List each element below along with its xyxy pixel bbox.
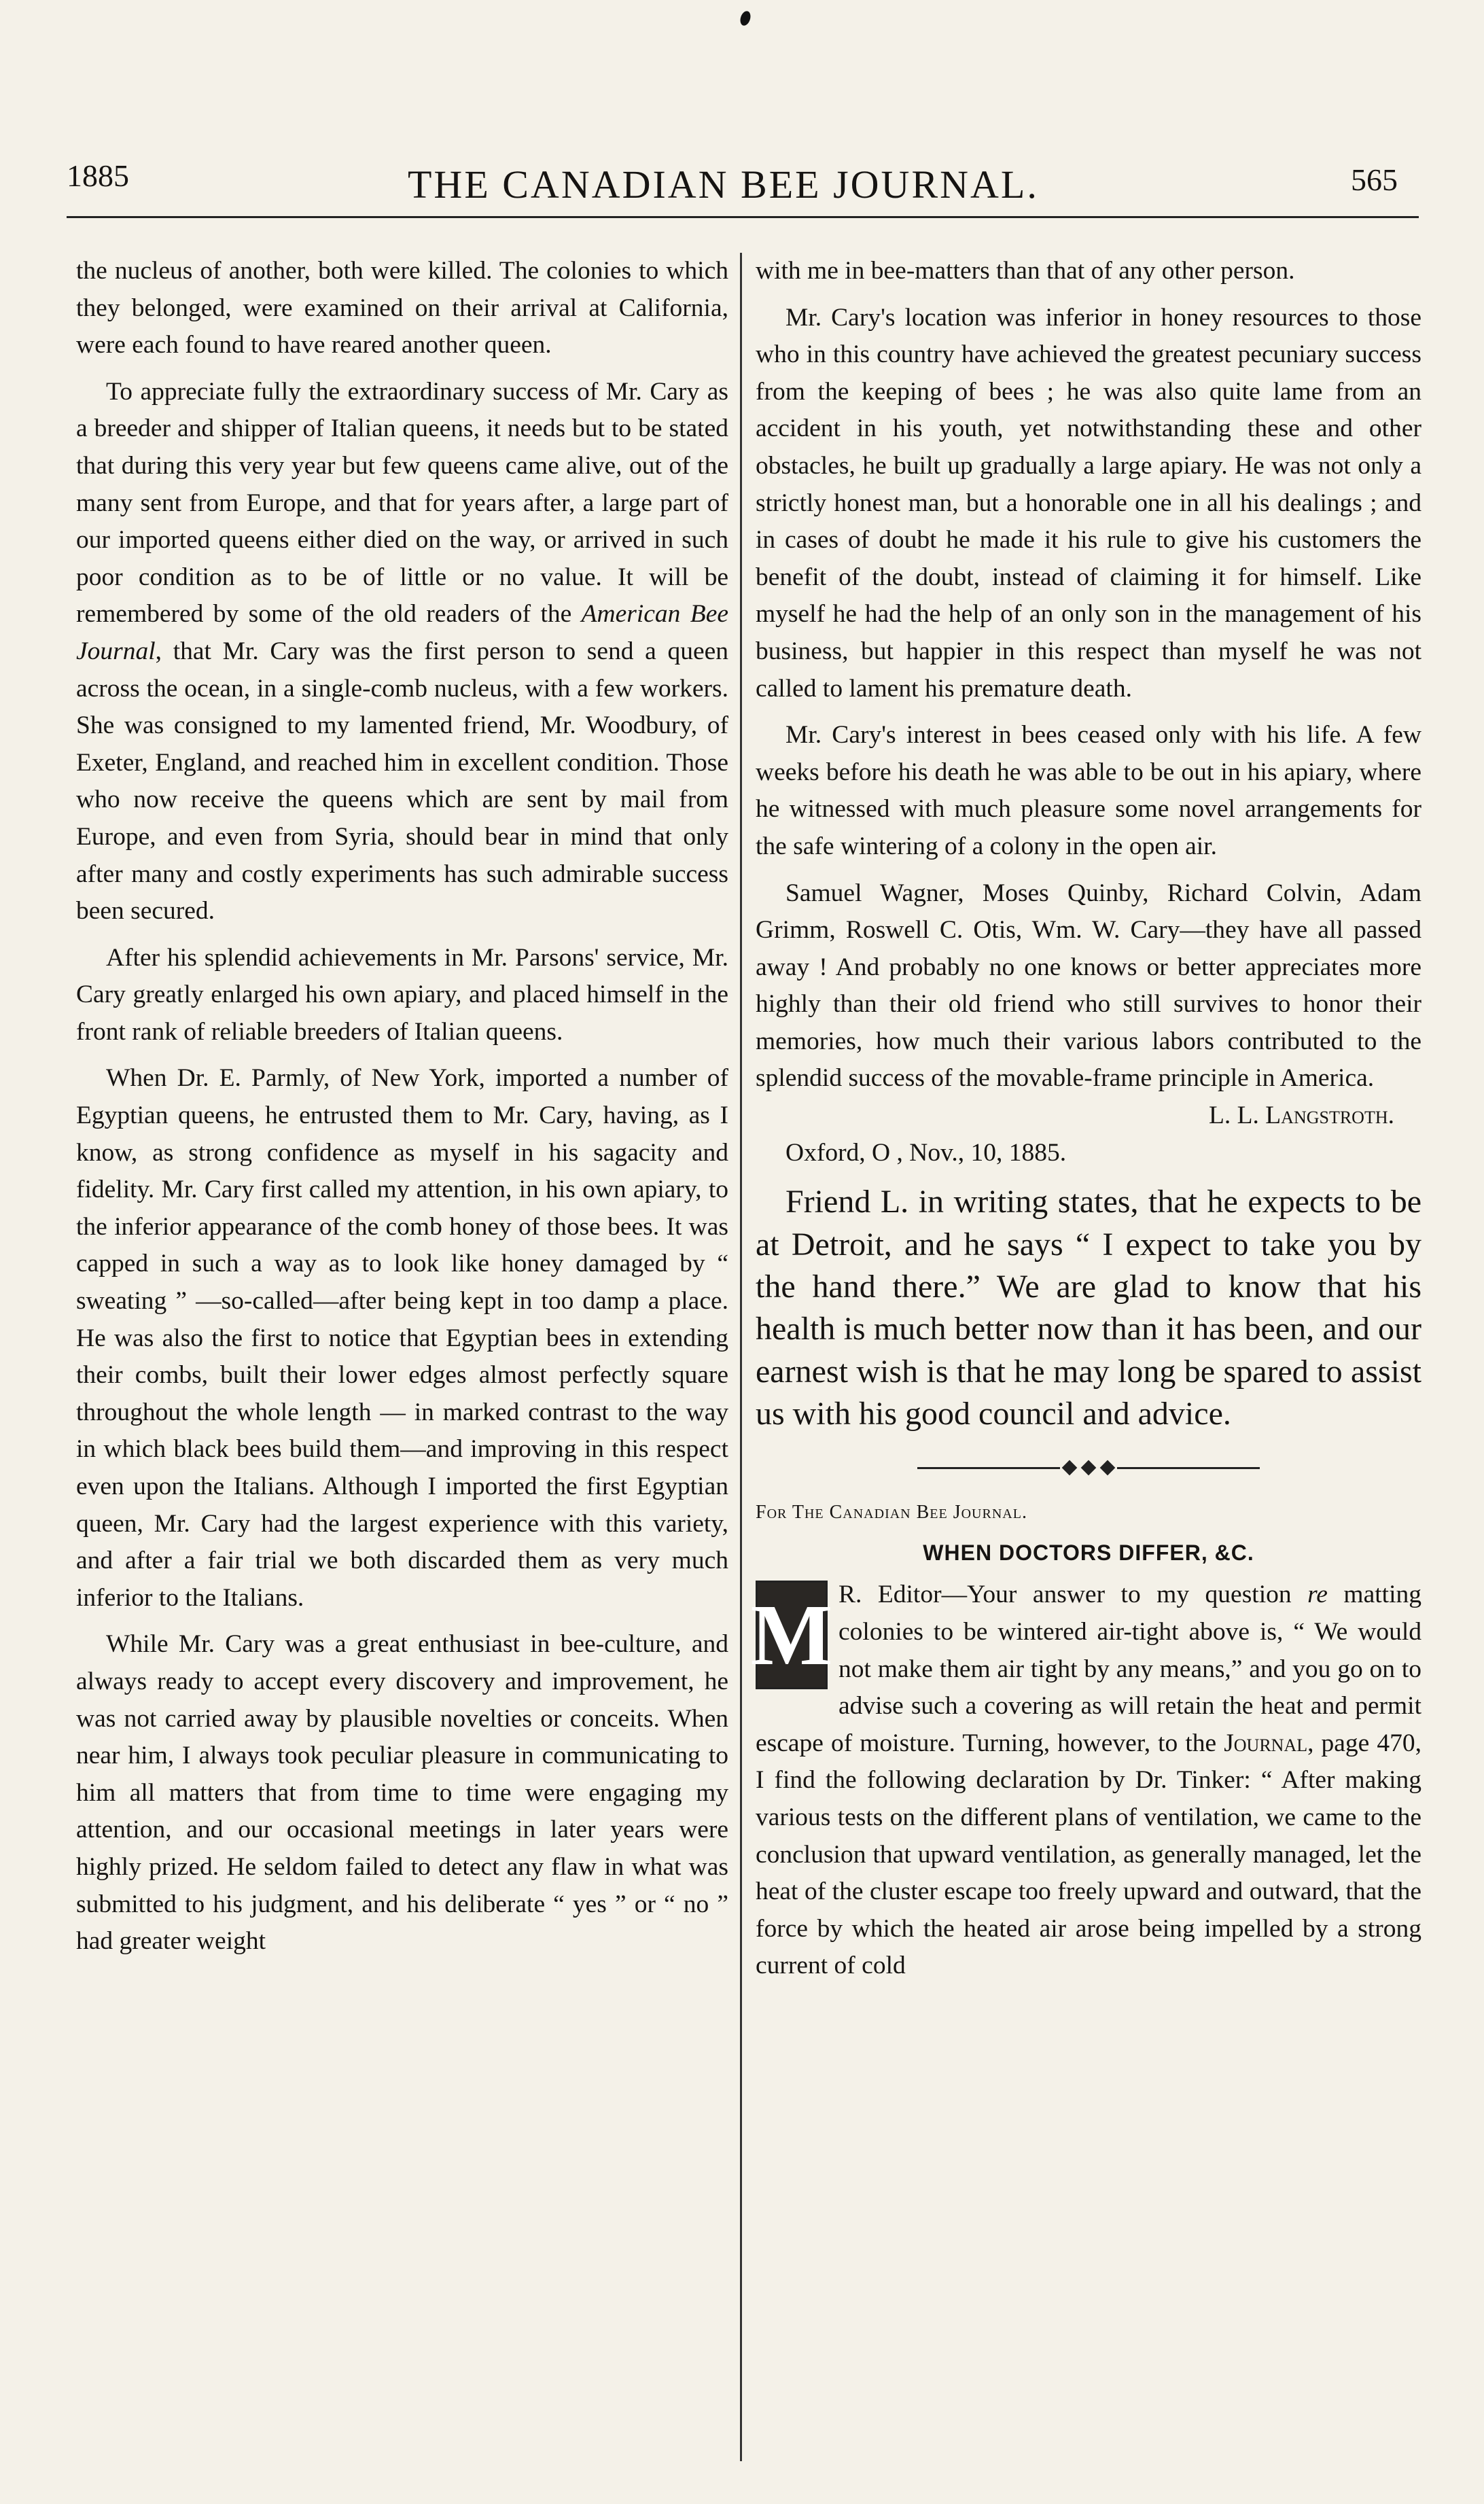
paragraph — [76, 374, 728, 930]
column-divider — [740, 253, 742, 2461]
right-column — [750, 253, 1421, 1985]
header-rule — [67, 216, 1419, 218]
article-paragraph — [750, 1576, 1421, 1985]
page-number: 565 — [1351, 162, 1398, 197]
paragraph: Samuel Wagner, Moses Quinby, Richard Colvin, Adam Grimm, Roswell C. Otis, Wm. W. Cary—they have all passed away ! And probably no one knows or better appreciates more highly than their old friend who still survives to honor their memories, how much their various labors contributed to the splendid success of the movable-frame principle in America. — [756, 879, 1421, 1093]
article-heading: WHEN DOCTORS DIFFER, &C. — [923, 1540, 1254, 1565]
paragraph: Mr. Cary's interest in bees ceased only with his life. A few weeks before his death he was able to be out in his apiary, where he witnessed with much pleasure some novel arrangements for the safe wintering of a colony in the open air. — [756, 721, 1421, 860]
author-signature: L. L. Langstroth. — [1208, 1101, 1394, 1130]
paragraph: When Dr. E. Parmly, of New York, imported a number of Egyptian queens, he entrusted them to Mr. Cary, having, as I know, as strong confidence as myself in his sagacity and fidelity. Mr. Cary first called my attention, in his own apiary, to the inferior appearance of the comb honey of those bees. It was capped in such a way as to look like honey damaged by “ sweating ” —so-called—after being kept in too damp a place. He was also the first to notice that Egyptian bees in extending their combs, built their lower edges almost perfectly square throughout the whole length — in marked contrast to the way in which black bees build them—and improving in this respect even upon the Italians. Although I imported the first Egyptian queen, Mr. Cary had the largest experience with this variety, and after a fair trial we both discarded them as very much inferior to the Italians. — [76, 1064, 728, 1612]
text-run: re — [1307, 1581, 1328, 1609]
left-column — [76, 253, 728, 1960]
text-run: To appreciate fully the extraordinary success of Mr. Cary as a breeder and shipper of Italian queens, it needs but to be stated that during this very year but few queens came alive, out of the many sent from Europe, and that for years after, a large part of our imported queens either died on the way, or arrived in such poor condition as to be of little or no value. It will be remembered by some of the old readers of the — [76, 377, 728, 629]
journal-name: Journal — [1224, 1729, 1308, 1757]
paragraph: While Mr. Cary was a great enthusiast in bee-culture, and always ready to accept every discovery and improvement, he was not carried away by plausible novelties or conceits. When near him, I always took peculiar pleasure in communicating to him all matters that from time to time were engaging my attention, and our occasional meetings in later years were highly prized. He seldom failed to detect any flaw in what was submitted to his judgment, and his deliberate “ yes ” or “ no ” had greater weight — [76, 1630, 728, 1956]
journal-title: THE CANADIAN BEE JOURNAL. — [408, 162, 1039, 207]
editor-note: Friend L. in writing states, that he expects to be at Detroit, and he says “ I expect to take you by the hand there.” We are glad to know that his health is much better now than it has been, and our earnest wish is that he may long be spared to assist us with his good council and advice. — [756, 1184, 1421, 1432]
dateline: Oxford, O , Nov., 10, 1885. — [785, 1138, 1067, 1167]
text-run: R. Editor—Your answer to my question — [838, 1581, 1308, 1609]
publication-name: American Bee Journal — [76, 600, 728, 665]
ink-blot — [739, 10, 752, 27]
header-year: 1885 — [67, 158, 129, 193]
paragraph: Mr. Cary's location was inferior in honey resources to those who in this country have achieved the greatest pecuniary success from the keeping of bees ; he was also quite lame from an accident in his youth, yet notwithstanding these and other obstacles, he built up gradually a large apiary. He was not only a strictly honest man, but a honorable one in all his dealings ; and in cases of doubt he made it his rule to give his customers the benefit of the doubt, instead of claiming it for himself. Like myself he had the help of an only son in the management of his business, but happier in this respect than myself he was not called to lament his premature death. — [756, 303, 1421, 703]
paragraph: After his splendid achievements in Mr. Parsons' service, Mr. Cary greatly enlarged his own apiary, and placed himself in the front rank of reliable breeders of Italian queens. — [76, 943, 728, 1046]
text-run: , that Mr. Cary was the first person to send a queen across the ocean, in a single-comb nucleus, with a few workers. She was consigned to my lamented friend, Mr. Woodbury, of Exeter, England, and reached him in excellent condition. Those who now receive the queens which are sent by mail from Europe, and even from Syria, should bear in mind that only after many and costly experiments has such admirable success been secured. — [76, 637, 728, 925]
text-run: , page 470, I find the following declaration by Dr. Tinker: “ After making various tests on the different plans of ventilation, we came to the conclusion that upward ventilation, as generally managed, let the heat of the cluster escape too freely upward and outward, that the force by which the heated air arose being impelled by a strong current of cold — [756, 1729, 1421, 1980]
section-ornament — [756, 1448, 1421, 1485]
drop-cap: M — [756, 1581, 828, 1689]
text-run: matting colonies to be wintered air-tight above is, “ We would not make them air tight by any means,” and you go on to advise such a covering as will retain the heat and permit escape of moisture. Turning, however, to the — [756, 1581, 1421, 1757]
paragraph: the nucleus of another, both were killed. The colonies to which they belonged, were examined on their arrival at California, were each found to have reared another queen. — [76, 257, 728, 359]
paragraph: with me in bee-matters than that of any other person. — [756, 257, 1295, 285]
for-line: For The Canadian Bee Journal. — [756, 1502, 1027, 1523]
